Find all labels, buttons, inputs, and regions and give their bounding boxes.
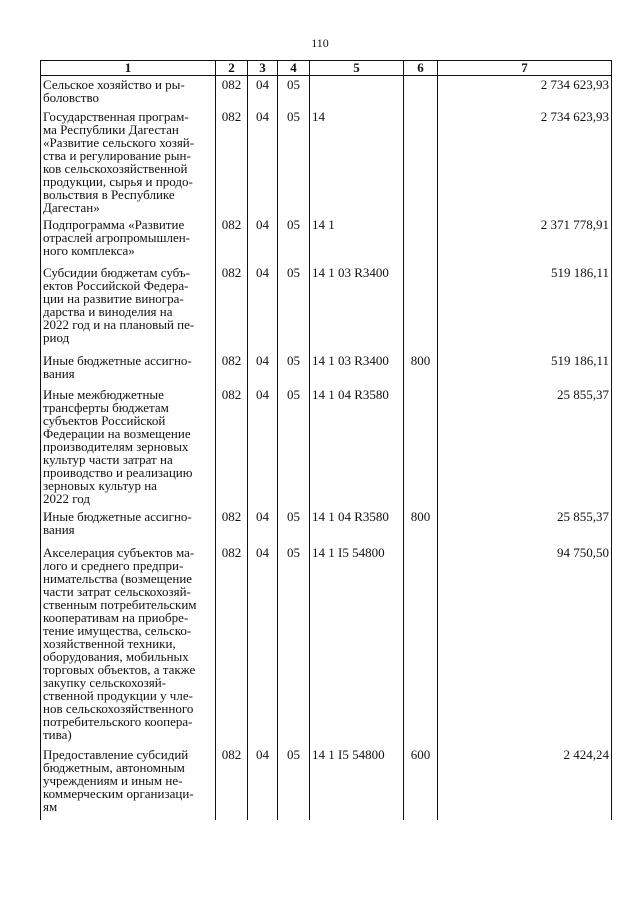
table-row <box>41 108 612 216</box>
row-csr: 14 1 I5 54800 <box>310 746 404 820</box>
row-rz: 04 <box>248 386 278 508</box>
row-ved: 082 <box>216 264 248 352</box>
row-pr: 05 <box>278 508 310 544</box>
row-ved: 082 <box>216 76 248 108</box>
row-vr <box>404 216 438 264</box>
row-pr: 05 <box>278 76 310 108</box>
table-row <box>41 76 612 108</box>
row-rz: 04 <box>248 508 278 544</box>
row-vr <box>404 386 438 508</box>
table-body <box>41 76 612 820</box>
row-description: Сельское хозяйство и ры- боловство <box>41 76 216 108</box>
row-vr <box>404 76 438 108</box>
row-pr: 05 <box>278 352 310 386</box>
row-description: Субсидии бюджетам субъ- ектов Российской Федера- ции на развитие виногра- дарства и виноделия на 2022 год и на плановый пе- риод <box>41 264 216 352</box>
page-number: 110 <box>311 36 329 50</box>
row-description: Государственная програм- ма Республики Дагестан «Развитие сельского хозяй- ства и регулирование рын- ков сельскохозяйственной продукции, сырья и продо- вольствия в Республике Дагестан» <box>41 108 216 216</box>
row-ved: 082 <box>216 216 248 264</box>
row-pr: 05 <box>278 108 310 216</box>
row-vr: 600 <box>404 746 438 820</box>
row-csr: 14 1 <box>310 216 404 264</box>
table-row <box>41 386 612 508</box>
column-header-6: 6 <box>404 61 438 76</box>
column-header-2: 2 <box>216 61 248 76</box>
row-pr: 05 <box>278 544 310 746</box>
table-row <box>41 352 612 386</box>
column-header-1: 1 <box>41 61 216 76</box>
row-ved: 082 <box>216 544 248 746</box>
column-header-7: 7 <box>438 61 612 76</box>
row-amount: 25 855,37 <box>438 508 612 544</box>
row-vr: 800 <box>404 508 438 544</box>
row-description: Предоставление субсидий бюджетным, автономным учреждениям и иным не- коммерческим организаци- ям <box>41 746 216 820</box>
row-description: Иные бюджетные ассигно- вания <box>41 508 216 544</box>
table-row <box>41 508 612 544</box>
row-csr: 14 1 03 R3400 <box>310 352 404 386</box>
row-vr <box>404 264 438 352</box>
row-amount: 2 371 778,91 <box>438 216 612 264</box>
row-amount: 2 734 623,93 <box>438 108 612 216</box>
row-csr: 14 1 04 R3580 <box>310 508 404 544</box>
row-description: Иные бюджетные ассигно- вания <box>41 352 216 386</box>
row-csr: 14 1 04 R3580 <box>310 386 404 508</box>
row-rz: 04 <box>248 76 278 108</box>
row-ved: 082 <box>216 746 248 820</box>
row-pr: 05 <box>278 746 310 820</box>
row-vr: 800 <box>404 352 438 386</box>
row-csr: 14 1 I5 54800 <box>310 544 404 746</box>
row-amount: 25 855,37 <box>438 386 612 508</box>
row-csr: 14 <box>310 108 404 216</box>
budget-table <box>40 60 612 820</box>
table-row <box>41 746 612 820</box>
row-rz: 04 <box>248 352 278 386</box>
row-rz: 04 <box>248 216 278 264</box>
column-header-4: 4 <box>278 61 310 76</box>
row-vr <box>404 544 438 746</box>
table-row <box>41 544 612 746</box>
row-pr: 05 <box>278 216 310 264</box>
header-row <box>41 61 612 76</box>
row-description: Акселерация субъектов ма- лого и среднего предпри- нимательства (возмещение части затрат сельскохозяй- ственным потребительским кооперативам на приобре- тение имущества, сельско- хозяйственной техники, оборудования, мобильных торговых объектов, а также закупку сельскохозяй- ственной продукции у чле- нов сельскохозяйственного потребительского коопера- тива) <box>41 544 216 746</box>
row-description: Подпрограмма «Развитие отраслей агропромышлен- ного комплекса» <box>41 216 216 264</box>
row-ved: 082 <box>216 508 248 544</box>
row-pr: 05 <box>278 386 310 508</box>
row-description: Иные межбюджетные трансферты бюджетам субъектов Российской Федерации на возмещение производителям зерновых культур части затрат на проиводство и реализацию зерновых культур на 2022 год <box>41 386 216 508</box>
row-rz: 04 <box>248 544 278 746</box>
row-amount: 519 186,11 <box>438 352 612 386</box>
row-rz: 04 <box>248 746 278 820</box>
row-amount: 519 186,11 <box>438 264 612 352</box>
row-rz: 04 <box>248 108 278 216</box>
row-ved: 082 <box>216 386 248 508</box>
row-csr: 14 1 03 R3400 <box>310 264 404 352</box>
row-ved: 082 <box>216 108 248 216</box>
table-header <box>41 61 612 76</box>
row-rz: 04 <box>248 264 278 352</box>
table-row <box>41 264 612 352</box>
row-vr <box>404 108 438 216</box>
row-amount: 94 750,50 <box>438 544 612 746</box>
row-amount: 2 734 623,93 <box>438 76 612 108</box>
row-amount: 2 424,24 <box>438 746 612 820</box>
column-header-5: 5 <box>310 61 404 76</box>
row-pr: 05 <box>278 264 310 352</box>
row-ved: 082 <box>216 352 248 386</box>
row-csr <box>310 76 404 108</box>
column-header-3: 3 <box>248 61 278 76</box>
table-row <box>41 216 612 264</box>
